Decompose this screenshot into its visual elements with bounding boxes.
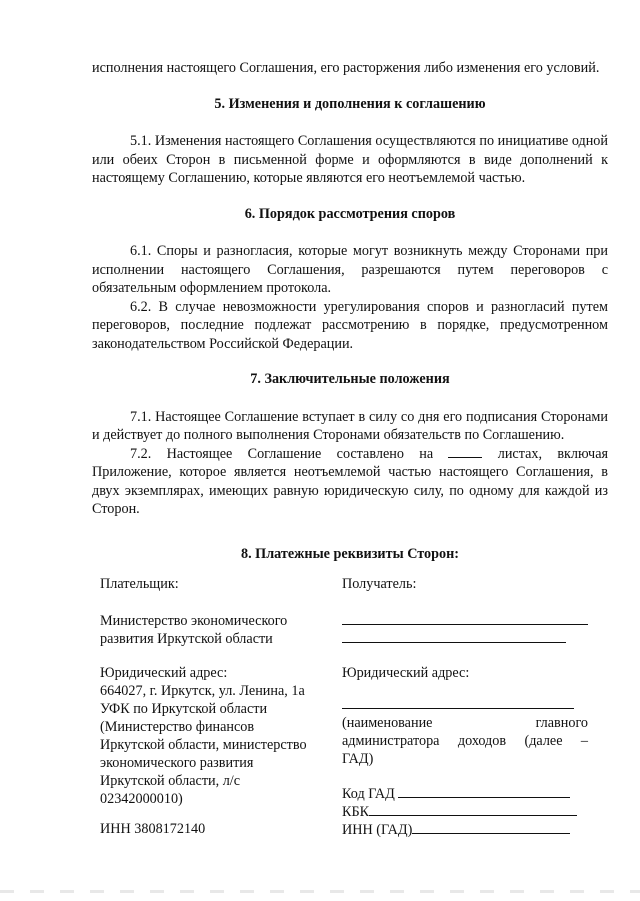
section-6-paragraph-1: 6.1. Споры и разногласия, которые могут возникнуть между Сторонами при исполнении настоящего Соглашения, разрешаются путем переговоров с обязательным оформлением протокола. xyxy=(92,243,608,296)
payer-address-line-4: Иркутской области, министерство xyxy=(100,737,307,753)
section-6-paragraph-2: 6.2. В случае невозможности урегулирования споров и разногласий путем переговоров, последние подлежат рассмотрению в порядке, предусмотренном законодательством Российской Федерации. xyxy=(92,298,608,352)
section-8-heading: 8. Платежные реквизиты Сторон: xyxy=(240,545,460,562)
payer-address-line-1: 664027, г. Иркутск, ул. Ленина, 1а xyxy=(100,683,305,699)
section-5-heading: 5. Изменения и дополнения к соглашению xyxy=(214,95,486,112)
payer-inn: ИНН 3808172140 xyxy=(100,821,206,837)
intro-paragraph: исполнения настоящего Соглашения, его расторжения либо изменения его условий. xyxy=(92,60,600,76)
recipient-name-line-2 xyxy=(342,642,566,643)
kod-gad-blank xyxy=(398,784,570,798)
payer-address-line-5: экономического развития xyxy=(100,755,254,771)
kbk-blank xyxy=(369,802,577,816)
section-7-paragraph-1: 7.1. Настоящее Соглашение вступает в силу со дня его подписания Сторонами и действует до полного выполнения Сторонами обязательств по Соглашению. xyxy=(92,408,608,443)
payer-address-line-2: УФК по Иркутской области xyxy=(100,701,268,717)
inn-gad-blank xyxy=(412,820,570,834)
section-7-paragraph-2: 7.2. Настоящее Соглашение составлено на листах, включая Приложение, которое является неотъемлемой частью настоящего Соглашения, в двух экземплярах, имеющих равную юридическую силу, по одному для каждой из Сторон. xyxy=(92,445,609,517)
recipient-note-line-2: администратора доходов (далее – xyxy=(342,733,588,749)
scan-edge-artifact xyxy=(0,890,640,893)
payer-label: Плательщик: xyxy=(100,576,179,592)
payer-address-line-7: 02342000010) xyxy=(100,791,183,807)
document-body xyxy=(92,59,608,563)
sheet-count-blank xyxy=(448,445,482,458)
recipient-name-line-1 xyxy=(342,624,588,625)
recipient-address-label: Юридический адрес: xyxy=(342,665,470,681)
recipient-address-line xyxy=(342,708,574,709)
recipient-note-line-1: (наименование главного xyxy=(342,715,588,731)
payer-address-line-6: Иркутской области, л/с xyxy=(100,773,241,789)
recipient-note-line-3: ГАД) xyxy=(342,751,374,767)
payer-name-line-2: развития Иркутской области xyxy=(100,631,273,647)
kod-gad-row: Код ГАД xyxy=(342,784,570,804)
payer-name-line-1: Министерство экономического xyxy=(100,613,288,629)
recipient-label: Получатель: xyxy=(342,576,417,592)
inn-gad-row: ИНН (ГАД) xyxy=(342,820,570,840)
kbk-row: КБК xyxy=(342,802,577,822)
section-5-paragraph-1: 5.1. Изменения настоящего Соглашения осуществляются по инициативе одной или обеих Сторон в письменной форме и оформляются в виде дополнений к настоящему Соглашению, которые являются его неотъемлемой частью. xyxy=(92,133,608,186)
payer-address-label: Юридический адрес: xyxy=(100,665,228,681)
payer-address-line-3: (Министерство финансов xyxy=(100,719,255,735)
section-6-heading: 6. Порядок рассмотрения споров xyxy=(244,205,456,222)
section-7-heading: 7. Заключительные положения xyxy=(250,371,450,387)
